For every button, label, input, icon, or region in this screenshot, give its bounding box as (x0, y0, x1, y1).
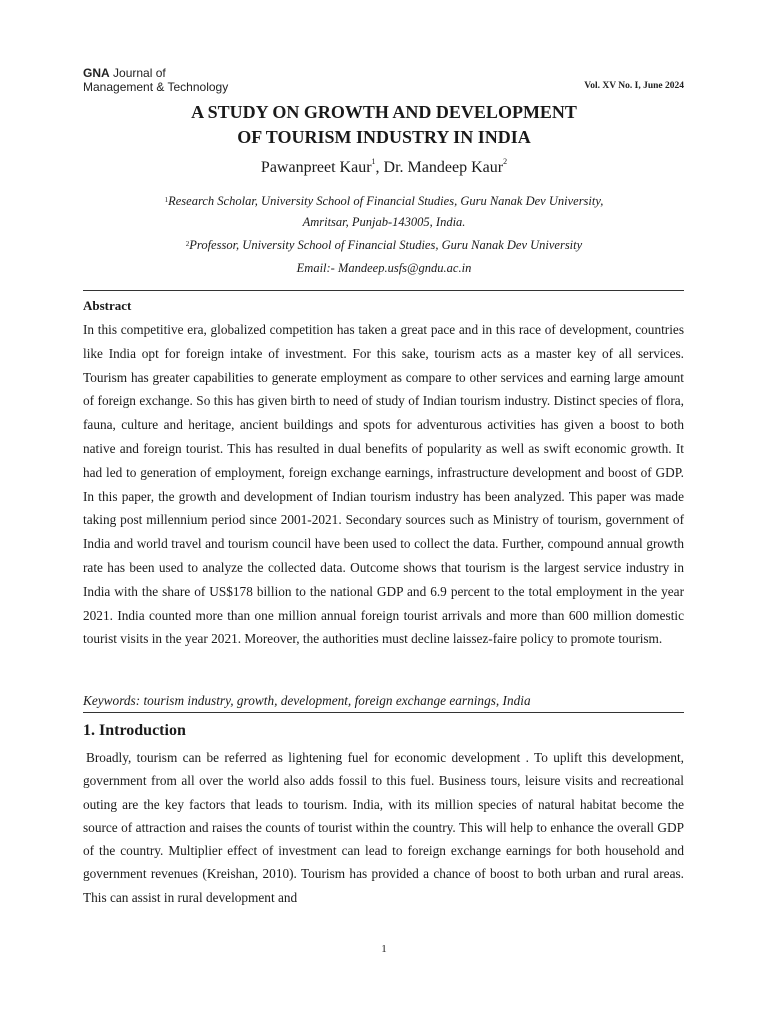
abstract-heading: Abstract (83, 298, 132, 313)
journal-logo (83, 66, 228, 94)
author-1: Pawanpreet Kaur (260, 159, 372, 176)
affiliation-1-superscript: 1 (164, 196, 169, 204)
section-heading-introduction: 1. Introduction (83, 722, 186, 739)
introduction-body (83, 746, 684, 909)
journal-name-line1: Journal of (113, 66, 166, 80)
volume-info: Vol. XV No. I, June 2024 (584, 81, 684, 91)
affiliation-2-superscript: 2 (185, 240, 190, 248)
affiliation-1-text: Research Scholar, University School of Financial Studies, Guru Nanak Dev University, (168, 194, 604, 208)
author-separator: , (375, 159, 384, 176)
journal-name-line2: Management & Technology (83, 80, 229, 94)
title-line1: A STUDY ON GROWTH AND DEVELOPMENT (191, 102, 577, 122)
paper-title (0, 100, 768, 150)
page-number: 1 (381, 943, 387, 955)
author-2: Dr. Mandeep Kaur (383, 159, 504, 176)
introduction-paragraph: Broadly, tourism can be referred as lightening fuel for economic development . To uplift this development, government from all over the world also adds fossil to this fuel. Business tours, leisure visits and recreational outing are the key factors that leads to tourism. India, with its million species of natural habitat become the source of attraction and raises the counts of tourist within the country. This will help to enhance the overall GDP of the country. Multiplier effect of investment can lead to foreign exchange earnings for both household and government revenues (Kreishan, 2010). Tourism has provided a chance of boost to both urban and rural areas. This can assist in rural development and (83, 750, 684, 905)
title-line2: OF TOURISM INDUSTRY IN INDIA (237, 127, 531, 147)
affiliation-1-line2: Amritsar, Punjab-143005, India. (302, 215, 466, 229)
keywords: Keywords: tourism industry, growth, development, foreign exchange earnings, India (83, 693, 531, 708)
affiliation-2-text: Professor, University School of Financial Studies, Guru Nanak Dev University (189, 238, 583, 252)
author-email: Email:- Mandeep.usfs@gndu.ac.in (296, 261, 472, 275)
affiliation-1-line1 (0, 191, 768, 212)
author-list (0, 159, 768, 177)
journal-abbreviation: GNA (83, 66, 110, 80)
divider-top (83, 290, 684, 291)
author-1-superscript: 1 (371, 157, 376, 166)
divider-keywords (83, 712, 684, 713)
abstract-body: In this competitive era, globalized competition has taken a great pace and in this race of development, countries like India opt for foreign intake of investment. For this sake, tourism acts as a master key of all services. Tourism has greater capabilities to generate employment as compare to other services and earning large amount of foreign exchange. So this has given birth to need of study of Indian tourism industry. Distinct species of flora, fauna, culture and heritage, ancient buildings and spots for adventurous activities has given a boost to both native and foreign tourist. This has resulted in dual benefits of popularity as well as swift economic growth. It had led to generation of employment, foreign exchange earnings, infrastructure development and boost of GDP. In this paper, the growth and development of Indian tourism industry has been analyzed. This paper was made taking post millennium period since 2001-2021. Secondary sources such as Ministry of tourism, government of India and world travel and tourism council have been used to collect the data. Further, compound annual growth rate has been used to analyze the collected data. Outcome shows that tourism is the largest service industry in India with the share of US$178 billion to the national GDP and 6.9 percent to the total employment in the year 2021. India counted more than one million annual foreign tourist arrivals and more than 600 million domestic tourist visits in the year 2021. Moreover, the authorities must decline laissez-faire policy to promote tourism. (83, 322, 684, 647)
affiliation-2 (0, 235, 768, 256)
author-2-superscript: 2 (503, 157, 508, 166)
